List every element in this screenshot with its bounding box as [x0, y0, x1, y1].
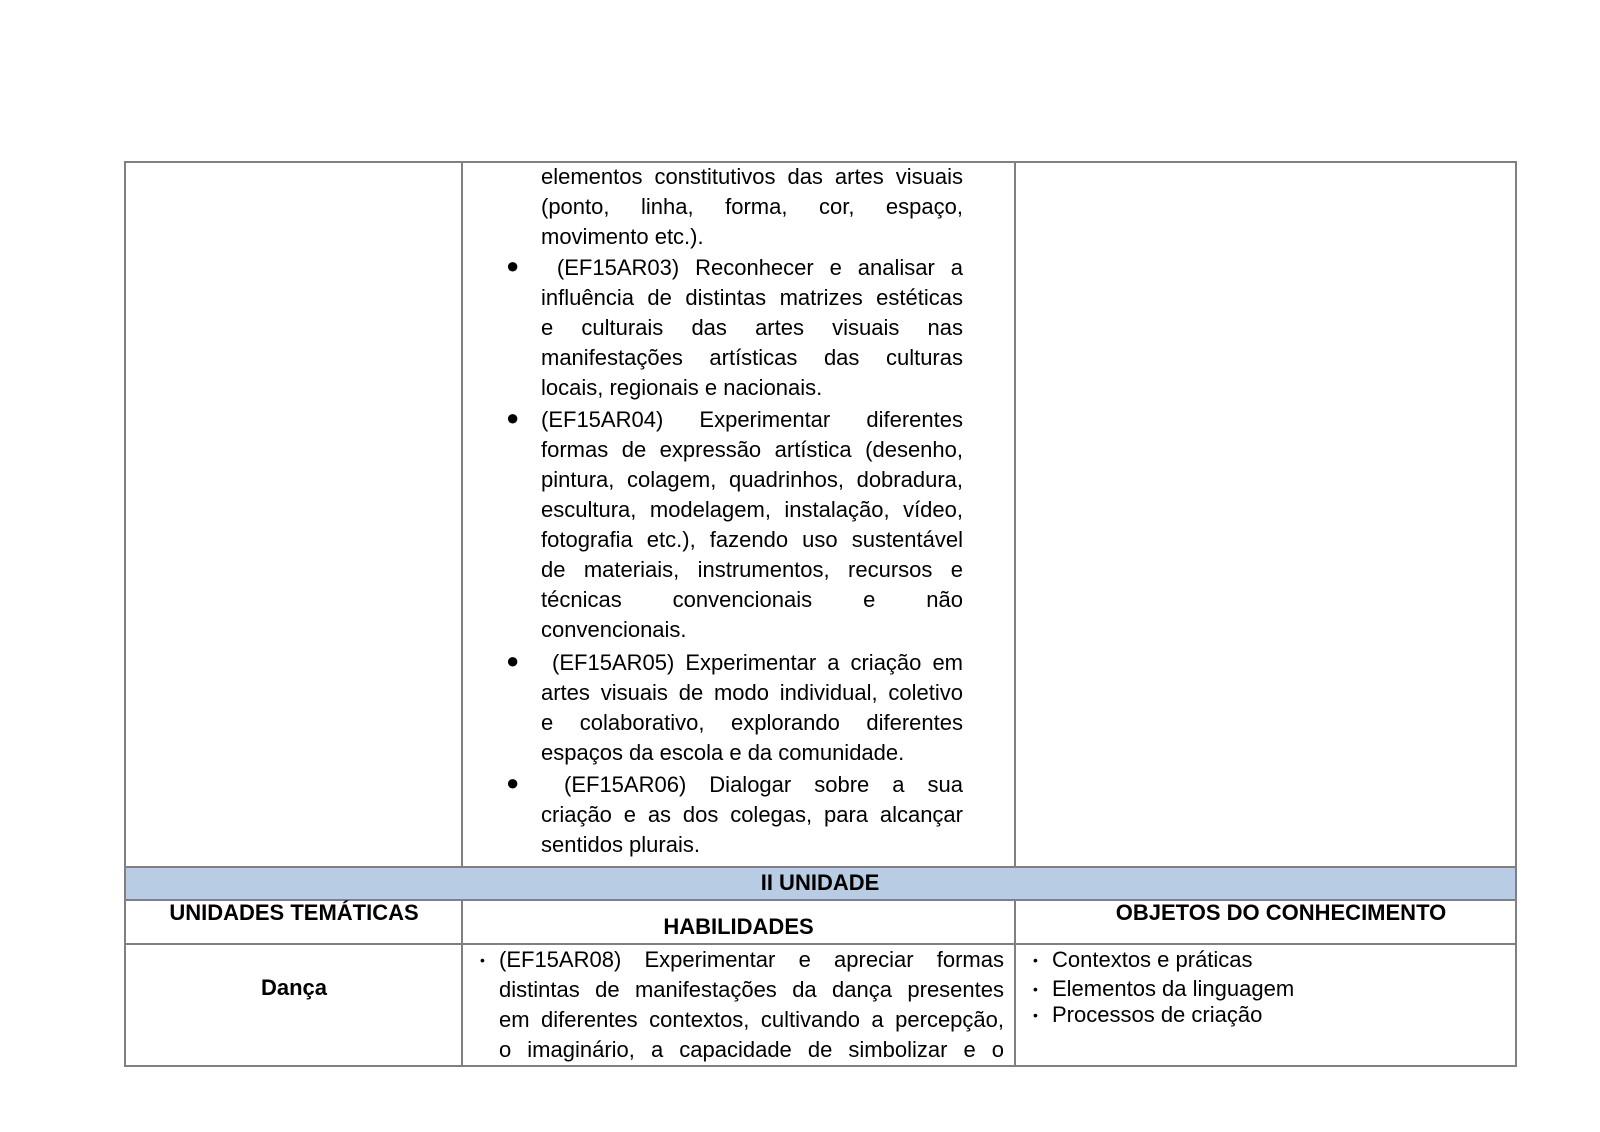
bullet-icon: ● [506, 405, 520, 430]
habilidade-continuation-line: (ponto, linha, forma, cor, espaço, [541, 194, 963, 219]
unit-banner-title: II UNIDADE [760, 870, 880, 895]
header-unidades-tematicas: UNIDADES TEMÁTICAS [169, 900, 419, 925]
col-divider-1-top [461, 161, 463, 867]
bullet-icon: • [1033, 1007, 1038, 1023]
header-objetos-conhecimento: OBJETOS DO CONHECIMENTO [1115, 900, 1447, 925]
table-border-left [124, 161, 126, 1067]
habilidade-line: e colaborativo, explorando diferentes [541, 710, 963, 735]
habilidade-line: influência de distintas matrizes estéticas [541, 285, 963, 310]
table-border-right [1515, 161, 1517, 1067]
header-habilidades: HABILIDADES [663, 914, 814, 939]
habilidade-line: formas de expressão artística (desenho, [541, 437, 963, 462]
bullet-icon: ● [506, 770, 520, 795]
habilidade-line: sentidos plurais. [541, 832, 700, 857]
habilidade-line: distintas de manifestações da dança presentes [499, 977, 1004, 1002]
habilidade-line: (EF15AR05) Experimentar a criação em [541, 650, 963, 675]
habilidade-line: pintura, colagem, quadrinhos, dobradura, [541, 467, 963, 492]
bullet-icon: ● [506, 253, 520, 278]
bullet-icon: • [480, 952, 485, 968]
habilidade-line: artes visuais de modo individual, coletivo [541, 680, 963, 705]
habilidade-line: fotografia etc.), fazendo uso sustentável [541, 527, 963, 552]
habilidade-line: (EF15AR03) Reconhecer e analisar a [541, 255, 963, 280]
objeto-item: Processos de criação [1052, 1002, 1263, 1027]
habilidade-line: manifestações artísticas das culturas [541, 345, 963, 370]
habilidade-line: espaços da escola e da comunidade. [541, 740, 905, 765]
habilidade-line: em diferentes contextos, cultivando a percepção, [499, 1007, 1004, 1032]
habilidade-line: de materiais, instrumentos, recursos e [541, 557, 963, 582]
objeto-item: Contextos e práticas [1052, 947, 1253, 972]
objeto-item: Elementos da linguagem [1052, 976, 1295, 1001]
bullet-icon: • [1033, 981, 1038, 997]
habilidade-line: e culturais das artes visuais nas [541, 315, 963, 340]
habilidade-line: criação e as dos colegas, para alcançar [541, 802, 963, 827]
tema-danca: Dança [260, 975, 328, 1000]
habilidade-line: técnicas convencionais e não [541, 587, 963, 612]
bullet-icon: • [1033, 952, 1038, 968]
habilidade-line: convencionais. [541, 617, 687, 642]
habilidade-line: (EF15AR06) Dialogar sobre a sua [541, 772, 963, 797]
habilidade-line: escultura, modelagem, instalação, vídeo, [541, 497, 963, 522]
bullet-icon: ● [506, 648, 520, 673]
habilidade-line: o imaginário, a capacidade de simbolizar e o [499, 1037, 1004, 1062]
habilidade-continuation-line: elementos constitutivos das artes visuais [541, 164, 963, 189]
habilidade-line: locais, regionais e nacionais. [541, 375, 823, 400]
habilidade-continuation-line: movimento etc.). [541, 224, 704, 249]
col-divider-2-top [1014, 161, 1016, 867]
habilidade-line: (EF15AR08) Experimentar e apreciar formas [499, 947, 1004, 972]
habilidade-line: (EF15AR04) Experimentar diferentes [541, 407, 963, 432]
